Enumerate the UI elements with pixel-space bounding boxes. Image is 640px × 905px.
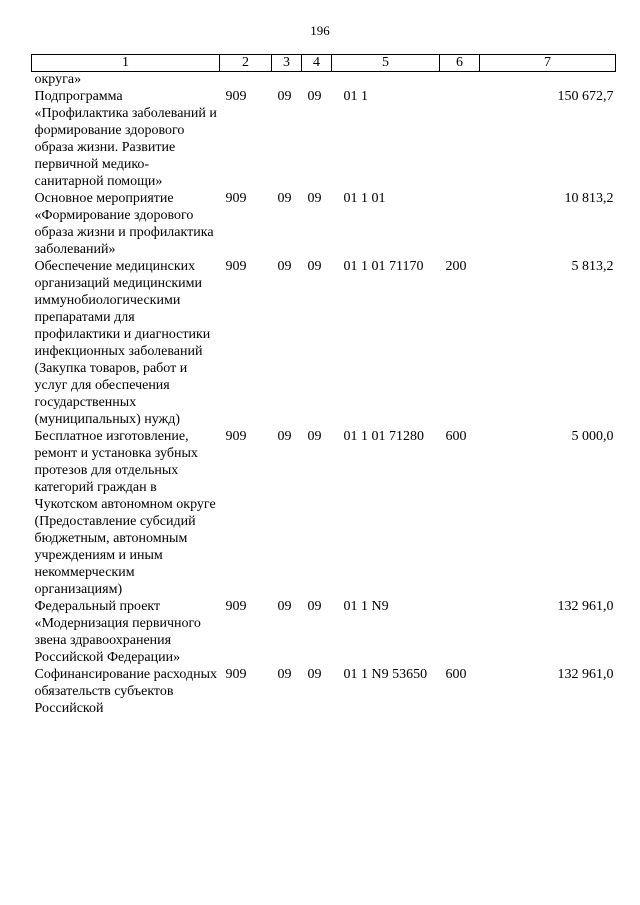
- row-col-5: 01 1: [343, 89, 368, 104]
- table-row: [32, 666, 616, 717]
- row-col-7: 5 813,2: [571, 259, 614, 274]
- row-name: Софинансирование расходных обязательств субъектов Российской: [34, 667, 217, 716]
- continuation-row: [32, 72, 616, 89]
- row-col-4: 09: [307, 667, 322, 682]
- header-row: [32, 55, 616, 72]
- table-row: [32, 428, 616, 598]
- row-col-4: 09: [307, 259, 322, 274]
- row-col-7: 132 961,0: [557, 667, 614, 682]
- header-col-2: 2: [220, 55, 272, 72]
- header-col-1: 1: [32, 55, 220, 72]
- header-col-5: 5: [332, 55, 440, 72]
- row-col-3: 09: [277, 89, 292, 104]
- row-name: Подпрограмма «Профилактика заболеваний и формирование здорового образа жизни. Развитие первичной медико-санитарной помощи»: [34, 89, 217, 189]
- table-row: [32, 190, 616, 258]
- row-col-4: 09: [307, 599, 322, 614]
- row-col-6: 600: [445, 429, 467, 444]
- row-col-2: 909: [225, 429, 247, 444]
- budget-table: [31, 54, 616, 717]
- table-row: [32, 598, 616, 666]
- row-col-3: 09: [277, 667, 292, 682]
- table-row: [32, 258, 616, 428]
- header-col-6: 6: [440, 55, 480, 72]
- row-col-7: 132 961,0: [557, 599, 614, 614]
- row-col-3: 09: [277, 599, 292, 614]
- row-col-7: 10 813,2: [564, 191, 614, 206]
- row-name: Основное мероприятие «Формирование здорового образа жизни и профилактика заболеваний»: [34, 191, 214, 257]
- header-col-4: 4: [302, 55, 332, 72]
- row-col-6: 200: [445, 259, 467, 274]
- row-col-3: 09: [277, 429, 292, 444]
- row-col-6: [440, 598, 480, 666]
- row-col-5: 01 1 01 71280: [343, 429, 424, 444]
- row-col-2: 909: [225, 89, 247, 104]
- header-col-7: 7: [480, 55, 616, 72]
- row-col-5: 01 1 N9: [343, 599, 389, 614]
- table-row: [32, 88, 616, 190]
- row-name: Обеспечение медицинских организаций медицинскими иммунобиологическими препаратами для профилактики и диагностики инфекционных заболеваний (Закупка товаров, работ и услуг для обеспечения государственных (муниципальных) нужд): [34, 259, 211, 427]
- row-col-7: 5 000,0: [571, 429, 614, 444]
- header-col-3: 3: [272, 55, 302, 72]
- row-col-5: 01 1 01 71170: [343, 259, 424, 274]
- row-col-6: [440, 88, 480, 190]
- page-number: 196: [310, 23, 330, 38]
- row-name: Бесплатное изготовление, ремонт и установка зубных протезов для отдельных категорий граждан в Чукотском автономном округе (Предоставление субсидий бюджетным, автономным учреждениям и иным некоммерческим организациям): [34, 429, 216, 597]
- row-col-5: 01 1 N9 53650: [343, 667, 428, 682]
- row-name: Федеральный проект «Модернизация первичного звена здравоохранения Российской Федерации»: [34, 599, 201, 665]
- row-col-3: 09: [277, 259, 292, 274]
- row-col-7: 150 672,7: [557, 89, 614, 104]
- row-col-4: 09: [307, 89, 322, 104]
- continuation-text: округа»: [34, 72, 82, 87]
- row-col-2: 909: [225, 599, 247, 614]
- row-col-6: [440, 190, 480, 258]
- row-col-3: 09: [277, 191, 292, 206]
- row-col-5: 01 1 01: [343, 191, 386, 206]
- row-col-4: 09: [307, 191, 322, 206]
- row-col-2: 909: [225, 667, 247, 682]
- row-col-2: 909: [225, 191, 247, 206]
- row-col-4: 09: [307, 429, 322, 444]
- row-col-6: 600: [445, 667, 467, 682]
- row-col-2: 909: [225, 259, 247, 274]
